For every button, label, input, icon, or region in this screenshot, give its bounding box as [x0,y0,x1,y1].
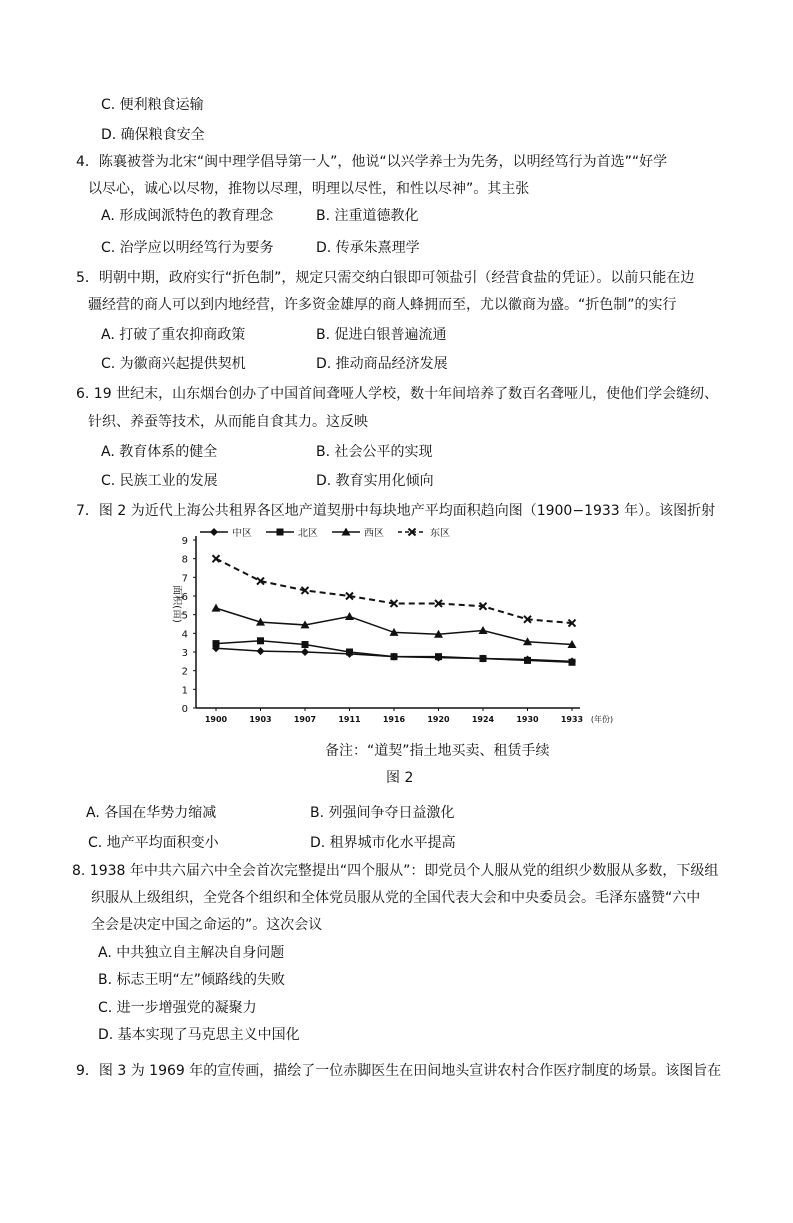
data-point [345,612,354,620]
data-point [301,648,309,656]
x-tick-label: 1920 [427,715,450,724]
figure-caption: 图 2 [386,770,414,786]
q7-option-a: A. 各国在华势力缩减 [86,805,217,821]
x-axis-label: (年份) [590,715,614,724]
q4-stem-line2: 以尽心，诚心以尽物，推物以尽理，明理以尽性，和性以尽神”。其主张 [88,181,530,197]
figure-note: 备注：“道契”指土地买卖、租赁手续 [325,743,550,759]
data-point [302,641,309,648]
q3-option-d: D. 确保粮食安全 [101,127,205,143]
x-tick-label: 1916 [382,715,406,724]
q8-stem-line3: 全会是决定中国之命运的”。这次会议 [91,917,323,933]
data-point [277,529,284,536]
y-tick-label: 1 [181,685,188,697]
q6-stem-line1: 6. 19 世纪末，山东烟台创办了中国首间聋哑人学校，数十年间培养了数百名聋哑儿，使他们学会缝纫、 [76,386,719,402]
x-tick-label: 1911 [338,715,361,724]
y-tick-label: 0 [181,704,188,715]
y-tick-label: 7 [181,573,188,585]
q4-option-c: C. 治学应以明经笃行为要务 [101,240,274,256]
data-point [524,657,531,664]
q5-option-b: B. 促进白银普遍流通 [316,327,447,343]
q8-option-d: D. 基本实现了马克思主义中国化 [98,1027,300,1043]
q4-option-b: B. 注重道德教化 [316,208,419,224]
data-point [212,604,221,612]
y-tick-label: 2 [181,666,188,678]
q4-stem-line1: 4．陈襄被誉为北宋“闽中理学倡导第一人”，他说“以兴学养士为先务，以明经笃行为首选”“好学 [76,154,668,170]
chart-axes [171,536,613,724]
x-tick-label: 1933 [560,715,584,724]
data-point [346,649,353,656]
series-line [216,608,572,644]
series-line [216,559,572,623]
data-point [391,653,398,660]
legend-label: 西区 [364,528,384,539]
y-tick-label: 9 [181,536,188,547]
chart-series [212,555,577,666]
legend-label: 中区 [232,528,252,539]
y-tick-label: 8 [181,554,188,566]
data-point [479,626,488,634]
q7-option-b: B. 列强间争夺日益激化 [310,805,455,821]
legend-label: 北区 [298,528,318,539]
q8-option-a: A. 中共独立自主解决自身问题 [98,945,285,961]
q6-option-b: B. 社会公平的实现 [316,444,433,460]
series-东区 [213,555,576,626]
x-tick-label: 1907 [293,715,317,724]
y-tick-label: 3 [181,648,188,659]
data-point [210,528,218,536]
x-tick-label: 1903 [249,715,272,724]
q6-stem-line2: 针织、养蚕等技术，从而能自食其力。这反映 [88,414,368,430]
q5-stem-line2: 疆经营的商人可以到内地经营，许多资金雄厚的商人蜂拥而至，尤以徽商为盛。“折色制”的实行 [88,297,677,313]
data-point [257,637,264,644]
q8-stem-line2: 织服从上级组织，全党各个组织和全体党员服从党的全国代表大会和中央委员会。毛泽东盛赞“六中 [91,890,701,906]
x-tick-label: 1900 [204,715,228,724]
q4-option-a: A. 形成闽派特色的教育理念 [101,208,274,224]
q6-option-d: D. 教育实用化倾向 [316,473,434,489]
q8-stem-line1: 8. 1938 年中共六届六中全会首次完整提出“四个服从”：即党员个人服从党的组织少数服从多数，下级组 [72,863,719,879]
q7-option-c: C. 地产平均面积变小 [88,835,219,851]
q3-option-c: C. 便利粮食运输 [101,97,204,113]
q6-option-c: C. 民族工业的发展 [101,473,218,489]
y-tick-label: 4 [181,629,188,641]
q6-option-a: A. 教育体系的健全 [101,444,218,460]
q8-option-b: B. 标志王明“左”倾路线的失败 [98,972,286,988]
data-point [569,659,576,666]
q7-option-d: D. 租界城市化水平提高 [310,835,456,851]
data-point [213,555,220,562]
y-axis-label: 面积(亩) [171,585,182,623]
q5-option-a: A. 打破了重农抑商政策 [101,327,246,343]
data-point [480,655,487,662]
legend-item [266,528,318,539]
q5-option-c: C. 为徽商兴起提供契机 [101,356,246,372]
chart-legend [200,528,450,539]
q7-stem-line1: 7．图 2 为近代上海公共租界各区地产道契册中每块地产平均面积趋向图（1900−1933 年）。该图折射 [76,503,716,519]
y-tick-label: 6 [181,592,188,603]
legend-label: 东区 [430,528,450,539]
data-point [213,640,220,647]
legend-item [332,528,384,539]
data-point [257,647,265,655]
q5-stem-line1: 5．明朝中期，政府实行“折色制”，规定只需交纳白银即可领盐引（经营食盐的凭证）。以前只能在边 [76,270,695,286]
y-tick-label: 5 [181,610,188,622]
q8-option-c: C. 进一步增强党的凝聚力 [98,1000,257,1016]
legend-item [200,528,252,539]
legend-item [398,528,450,539]
x-tick-label: 1924 [471,715,495,724]
x-tick-label: 1930 [516,715,539,724]
data-point [435,653,442,660]
q9-stem-line1: 9．图 3 为 1969 年的宣传画，描绘了一位赤脚医生在田间地头宣讲农村合作医疗制度的场景。该图旨在 [76,1063,722,1079]
q5-option-d: D. 推动商品经济发展 [316,356,448,372]
q4-option-d: D. 传承朱熹理学 [316,240,420,256]
figure-2-line-chart [160,528,630,728]
